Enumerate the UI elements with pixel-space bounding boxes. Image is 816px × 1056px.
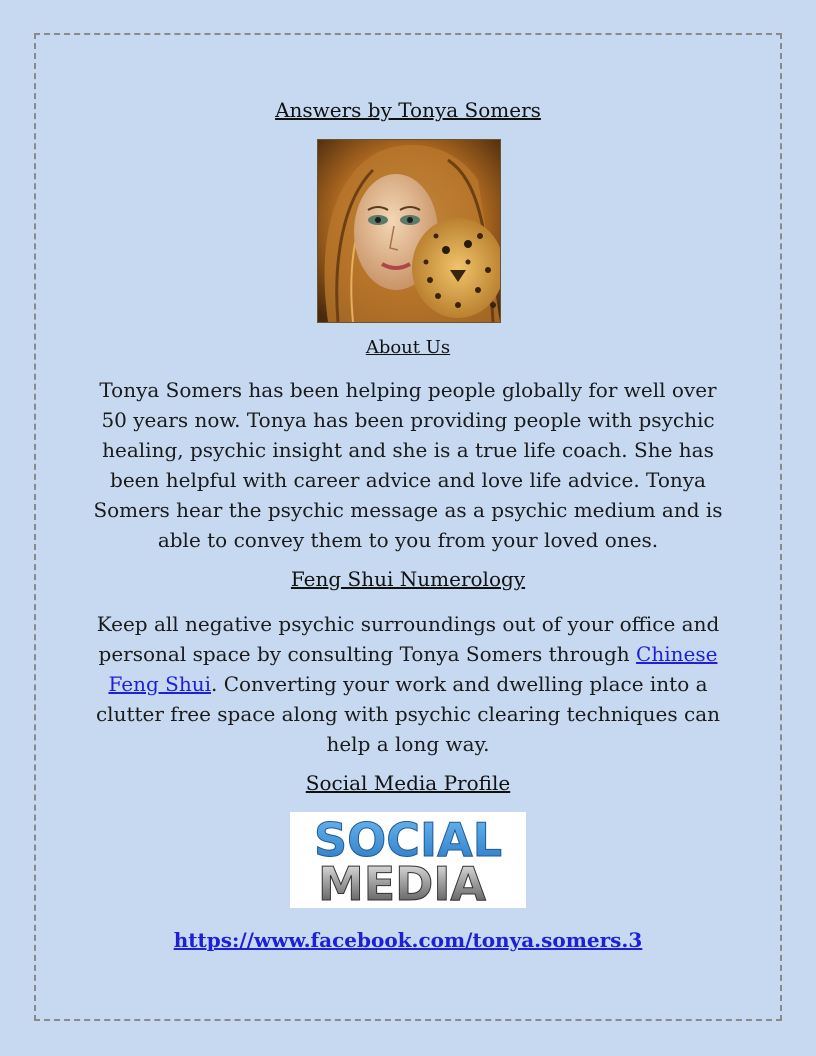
social-media-image <box>290 812 526 908</box>
portrait-image <box>317 139 501 323</box>
chinese-feng-shui-link[interactable]: Chinese Feng Shui <box>108 642 718 696</box>
portrait-illustration <box>318 140 500 322</box>
facebook-link-container <box>0 928 816 952</box>
feng-shui-heading: Feng Shui Numerology <box>290 567 526 591</box>
svg-text:MEDIA: MEDIA <box>317 857 487 908</box>
social-media-logo <box>290 812 526 908</box>
about-heading: About Us <box>365 337 451 358</box>
page-title: Answers by Tonya Somers <box>275 98 541 122</box>
facebook-link[interactable]: https://www.facebook.com/tonya.somers.3 <box>173 928 643 952</box>
social-media-heading: Social Media Profile <box>305 771 511 795</box>
svg-text:SOCIAL: SOCIAL <box>313 813 503 867</box>
feng-text-before: Keep all negative psychic surroundings out of your office and personal space by consulting Tonya Somers through <box>96 612 720 666</box>
feng-text-after: . Converting your work and dwelling place into a clutter free space along with psychic clearing techniques can help a long way. <box>95 672 720 756</box>
about-paragraph: Tonya Somers has been helping people globally for well over 50 years now. Tonya has been providing people with psychic healing, psychic insight and she is a true life coach. She has been helpful with career advice and love life advice. Tonya Somers hear the psychic message as a psychic medium and is able to convey them to you from your loved ones. <box>93 378 723 552</box>
feng-shui-paragraph <box>90 609 726 759</box>
